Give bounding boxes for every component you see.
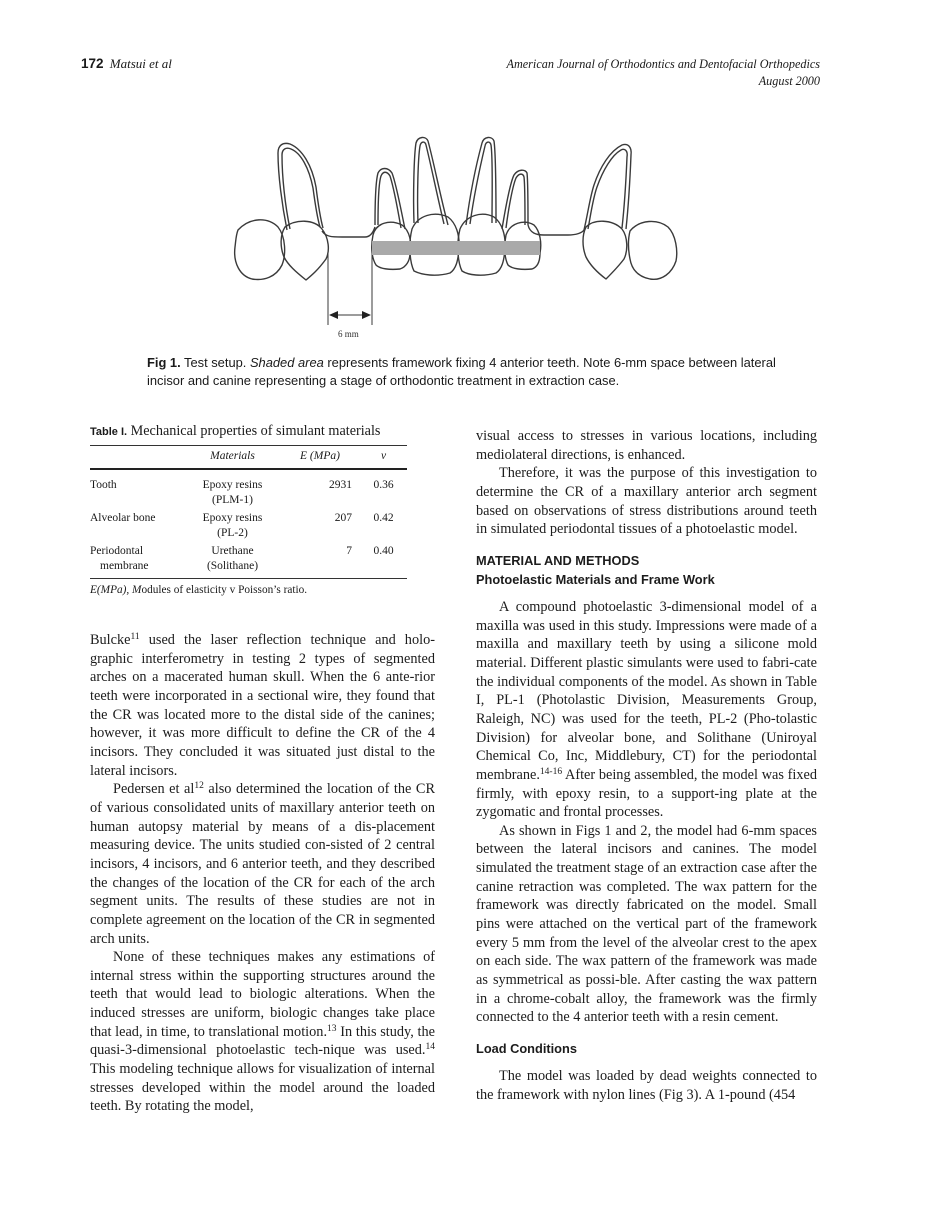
right-canine-crown bbox=[583, 221, 627, 279]
left-canine-root bbox=[278, 143, 323, 230]
caption-text: represents framework fixing 4 anterior teeth. Note 6-mm space between lateral incisor and canine representing a stage of orthodontic treatment in extraction case. bbox=[147, 355, 776, 388]
right-column bbox=[476, 427, 817, 1104]
author-names: Matsui et al bbox=[109, 56, 172, 71]
caption-label: Fig 1. bbox=[147, 355, 181, 370]
footnote-italic: E(MPa), M bbox=[90, 584, 142, 596]
footnote-text: odules of elasticity v Poisson’s ratio. bbox=[141, 584, 308, 596]
reference-superscript: 14 bbox=[425, 1042, 435, 1053]
paragraph: Bulcke$^{11}$ used the laser reflection technique and holo-graphic interferometry in testing 2 types of segmented arches on a macerated human skull. When the 6 ante-rior teeth were incorporated in a sectional wire, they found that the CR was located more to the distal side of the canines; however, it was more difficult to define the CR of the 4 incisors. They concluded it was situated just distal to the lateral incisors. bbox=[90, 632, 435, 779]
cell-modulus: 7 bbox=[280, 544, 360, 579]
cell-material-sub: (Solithane) bbox=[206, 560, 259, 572]
cell-material-sub: (PL-2) bbox=[217, 527, 248, 539]
cell-material: Epoxy resins bbox=[202, 479, 263, 491]
running-header-left bbox=[81, 56, 172, 72]
table-label: Table I. bbox=[90, 426, 128, 438]
left-column bbox=[90, 631, 435, 1116]
paragraph: None of these techniques makes any estimations of internal stress within the supporting structures around the teeth that would lead to biologic alterations. When the induced stresses are uniform, biologic changes take place that lead, in time, to translational motion.$^{13}$ In this study, the quasi-3-dimensional photoelastic tech-nique was used.$^{14}$ This modeling technique allows for visualization of internal stresses developed within the model around the loaded teeth. By rotating the model, bbox=[90, 949, 435, 1115]
paragraph: The model was loaded by dead weights connected to the framework with nylon lines (Fig 3). A 1-pound (454 bbox=[476, 1068, 817, 1103]
table-1 bbox=[90, 423, 407, 596]
caption-italic: Shaded area bbox=[249, 355, 324, 370]
left-premolar-crown bbox=[235, 220, 285, 280]
paragraph: Pedersen et $al^{12}$ also determined the location of the CR of various consolidated units of maxillary anterior teeth on human autopsy material by means of a dis-placement measuring device. The units studied con-sisted of 2 central incisors, 4 incisors, and 6 anterior teeth, and they described the changes of the location of the CR for each of the arch segment units. The results of these studies are not in complete agreement on the location of the CR in segmented arch units. bbox=[90, 781, 435, 947]
paragraph: visual access to stresses in various locations, including mediolateral directions, is enhanced. bbox=[476, 428, 817, 463]
reference-superscript: 12 bbox=[194, 781, 204, 792]
cell-poisson: 0.36 bbox=[373, 479, 394, 491]
col-header-modulus: E (MPa) bbox=[280, 446, 360, 470]
properties-table bbox=[90, 445, 407, 579]
reference-superscript: 14-16 bbox=[539, 766, 563, 777]
teeth-diagram-svg bbox=[230, 125, 710, 345]
col-header-materials: Materials bbox=[185, 446, 280, 470]
dimension-label: 6 mm bbox=[338, 329, 359, 339]
cell-material-sub: (PLM-1) bbox=[212, 494, 253, 506]
right-premolar-crown bbox=[629, 221, 677, 279]
figure-caption bbox=[147, 354, 787, 390]
cell-material: Epoxy resins bbox=[202, 512, 263, 524]
reference-superscript: 13 bbox=[327, 1023, 337, 1034]
cell-modulus: 207 bbox=[334, 512, 352, 524]
cell-tissue-sub: membrane bbox=[100, 560, 149, 572]
table-row bbox=[90, 544, 407, 579]
col-header-poisson: v bbox=[360, 446, 407, 470]
col-header-tissue bbox=[90, 446, 185, 470]
section-heading: MATERIAL AND METHODS bbox=[476, 552, 640, 568]
cell-material: Urethane bbox=[211, 545, 254, 557]
reference-superscript: 11 bbox=[130, 632, 140, 642]
table-title-text: Mechanical properties of simulant materials bbox=[127, 423, 381, 439]
cell-poisson: 0.42 bbox=[373, 512, 394, 524]
table-title bbox=[90, 423, 407, 440]
paragraph: As shown in Figs 1 and 2, the model had 6-mm spaces between the lateral incisors and canines. The model simulated the treatment stage of an extraction case after the canine retraction was completed. The wax pattern for the framework was directly fabricated on the model. Small pins were attached on the vertical part of the framework every 5 mm from the level of the alveolar crest to the apex on each side. The wax pattern of the framework was made as symmetrical as possi-ble. After casting the wax pattern in a chrome-cobalt alloy, the framework was the firmly connected to the 4 anterior teeth with a resin cement. bbox=[476, 822, 817, 1026]
cell-tissue: Periodontal bbox=[90, 545, 144, 557]
table-row bbox=[90, 469, 407, 511]
figure-1-teeth-diagram bbox=[230, 125, 710, 345]
table-header-row bbox=[90, 446, 407, 470]
running-header-right bbox=[507, 56, 820, 90]
framework-bar bbox=[372, 241, 540, 255]
left-canine-crown bbox=[281, 221, 328, 280]
caption-text: Test setup. bbox=[180, 355, 250, 370]
cell-modulus: 2931 bbox=[329, 479, 352, 491]
subsection-heading: Load Conditions bbox=[476, 1041, 577, 1057]
cell-tissue: Alveolar bone bbox=[90, 512, 156, 524]
table-row bbox=[90, 511, 407, 544]
cell-poisson: 0.40 bbox=[360, 544, 407, 579]
table-footnote bbox=[90, 584, 407, 596]
issue-date: August 2000 bbox=[758, 74, 820, 88]
paragraph: A compound photoelastic 3-dimensional model of a maxilla was used in this study. Impressions were made of a maxilla and maxillary teeth by using a silicone mold material. Different plastic simulants were used to fabri-cate the individual components of the model. As shown in Table I, PL-1 (Photolastic Division, Measurements Group, Raleigh, NC) was used for the teeth, PL-2 (Pho-tolastic Division) for alveolar bone, and Solithane (Uniroyal Chemical Co, Inc, Middlebury, CT) for the periodontal membrane.$^{14-16}$ After being assembled, the model was fixed firmly, with epoxy resin, to a support-ing plate at the zygomatic and frontal processes. bbox=[476, 598, 817, 821]
journal-title: American Journal of Orthodontics and Dentofacial Orthopedics bbox=[506, 57, 820, 71]
cell-tissue: Tooth bbox=[90, 479, 117, 491]
page-number: 172 bbox=[81, 56, 104, 71]
subsection-heading: Photoelastic Materials and Frame Work bbox=[476, 571, 715, 587]
paragraph: Therefore, it was the purpose of this investigation to determine the CR of a maxillary anterior arch segment based on observations of stress distributions around teeth in simulated periodontal tissues of a photoelastic model. bbox=[476, 465, 817, 538]
